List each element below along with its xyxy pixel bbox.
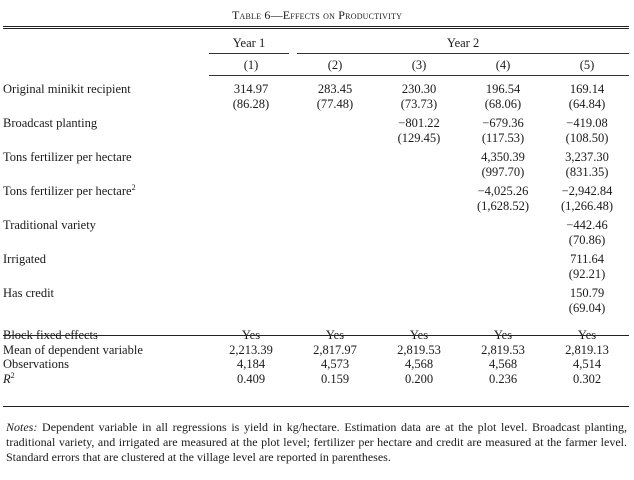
se-cell: (92.21)	[568, 266, 606, 281]
coef-cell	[293, 184, 377, 199]
row-label	[3, 343, 209, 358]
year1-header: Year 1	[209, 36, 293, 53]
row-label-text: Original minikit recipient	[3, 82, 131, 96]
coef-cell: 314.97	[233, 82, 269, 96]
row-label	[3, 184, 209, 199]
coef-cell: −4,025.26	[477, 184, 529, 198]
se-cell: (1,266.48)	[560, 198, 614, 213]
coef-cell: 196.54	[485, 82, 521, 96]
coef-cell	[377, 184, 461, 199]
stat-cell: 0.159	[320, 371, 350, 386]
se-cell: (117.53)	[481, 130, 525, 145]
row-label	[3, 116, 209, 131]
row-label-text: Block fixed effects	[3, 328, 98, 342]
spacer-row	[3, 315, 629, 328]
stat-cell: 0.302	[572, 371, 602, 386]
coef-cell: −419.08	[566, 116, 608, 130]
coef-cell	[461, 286, 545, 301]
row-label-text: Mean of dependent variable	[3, 342, 143, 357]
se-cell: (831.35)	[565, 164, 609, 179]
coef-cell: 150.79	[569, 286, 605, 300]
notes-text: Dependent variable in all regressions is yield in kg/hectare. Estimation data are at the plot level. Broadcast planting, traditional variety, and irrigated are measured at the plot level; fertilizer per hectare and credit are measured at the farmer level. Standard errors that are clustered at the village level are reported in parentheses.	[6, 420, 628, 464]
coef-cell	[209, 150, 293, 165]
column-number: (1)	[209, 58, 293, 76]
coef-cell	[293, 116, 377, 131]
coef-row	[3, 150, 629, 165]
row-label-text: Irrigated	[3, 252, 47, 266]
coef-cell	[377, 150, 461, 165]
stat-row	[3, 372, 629, 387]
se-row	[3, 267, 629, 282]
se-blank	[3, 165, 209, 180]
coef-cell	[293, 252, 377, 267]
se-cell	[209, 233, 293, 248]
se-cell	[377, 165, 461, 180]
superscript: 2	[131, 182, 136, 192]
se-cell	[209, 165, 293, 180]
se-cell: (86.28)	[232, 96, 270, 111]
coef-cell: −442.46	[566, 218, 608, 232]
bottom-rule	[3, 406, 629, 407]
top-rule-1	[3, 26, 629, 27]
se-cell: (73.73)	[400, 96, 438, 111]
row-label-text: Has credit	[3, 286, 55, 300]
stat-cell: 0.409	[236, 371, 266, 386]
se-blank	[3, 199, 209, 214]
se-cell	[377, 233, 461, 248]
se-row	[3, 131, 629, 146]
se-row	[3, 165, 629, 180]
se-cell	[293, 165, 377, 180]
se-cell	[461, 301, 545, 316]
header-blank	[3, 36, 209, 53]
se-cell	[293, 267, 377, 282]
regression-table	[3, 36, 629, 386]
coef-cell: 283.45	[317, 82, 353, 96]
se-cell	[293, 199, 377, 214]
row-label-text: Observations	[3, 357, 69, 371]
stat-cell: 0.200	[404, 371, 434, 386]
coef-cell: −2,942.84	[561, 184, 613, 198]
table-notes	[6, 420, 627, 465]
header-column-numbers	[3, 58, 629, 76]
coef-cell	[209, 252, 293, 267]
stat-cell: 2,213.39	[229, 342, 273, 357]
row-label-text: Broadcast planting	[3, 116, 98, 130]
se-cell	[461, 233, 545, 248]
coef-cell	[209, 286, 293, 301]
column-number: (3)	[377, 58, 461, 76]
se-cell	[209, 267, 293, 282]
coef-cell	[293, 150, 377, 165]
coef-cell	[377, 252, 461, 267]
stat-cell: Yes	[577, 328, 597, 342]
row-label	[3, 82, 209, 97]
notes-label: Notes:	[6, 420, 38, 434]
se-cell: (997.70)	[481, 164, 525, 179]
se-blank	[3, 131, 209, 146]
se-blank	[3, 267, 209, 282]
se-blank	[3, 97, 209, 112]
se-cell	[293, 233, 377, 248]
stat-cell: Yes	[493, 328, 513, 342]
se-blank	[3, 233, 209, 248]
mid-rule	[3, 335, 629, 336]
top-rule-2	[3, 28, 629, 29]
column-number: (5)	[545, 58, 629, 76]
se-row	[3, 199, 629, 214]
row-label-text: Traditional variety	[3, 218, 96, 232]
coef-row	[3, 184, 629, 199]
header-year-row	[3, 36, 629, 53]
se-row	[3, 301, 629, 316]
coef-row	[3, 116, 629, 131]
coef-cell	[293, 218, 377, 233]
se-cell	[461, 267, 545, 282]
stat-cell: 2,817.97	[313, 342, 357, 357]
row-label	[3, 252, 209, 267]
table-title: Table 6—Effects on Productivity	[231, 8, 403, 22]
coef-cell	[461, 218, 545, 233]
coef-cell: 4,350.39	[481, 150, 525, 164]
stat-cell: 2,819.13	[565, 342, 609, 357]
row-label-text: Tons fertilizer per hectare	[3, 184, 132, 198]
se-cell: (77.48)	[316, 96, 354, 111]
stat-row	[3, 343, 629, 358]
coef-cell: 3,237.30	[565, 150, 609, 164]
coef-cell: 169.14	[569, 82, 605, 96]
se-cell	[293, 131, 377, 146]
se-cell: (69.04)	[568, 300, 606, 315]
se-row	[3, 97, 629, 112]
stat-cell: 4,184	[236, 357, 266, 371]
se-cell: (1,628.52)	[476, 198, 530, 213]
stat-cell: 2,819.53	[481, 342, 525, 357]
year2-header: Year 2	[293, 36, 629, 53]
se-cell: (129.45)	[397, 130, 441, 145]
row-label-text: Tons fertilizer per hectare	[3, 150, 132, 164]
se-cell	[209, 301, 293, 316]
se-cell	[209, 131, 293, 146]
coef-cell: 711.64	[570, 252, 604, 266]
spacer-cell	[3, 315, 629, 328]
stat-cell: 4,573	[320, 357, 350, 371]
se-cell: (64.84)	[568, 96, 606, 111]
coef-row	[3, 286, 629, 301]
se-cell: (70.86)	[568, 232, 606, 247]
coef-cell	[293, 286, 377, 301]
coef-cell	[377, 218, 461, 233]
row-label	[3, 218, 209, 233]
se-cell: (68.06)	[484, 96, 522, 111]
coef-cell: 230.30	[401, 82, 437, 96]
coef-row	[3, 252, 629, 267]
coef-cell	[461, 252, 545, 267]
coef-cell	[209, 184, 293, 199]
coef-cell: −801.22	[398, 116, 440, 130]
coef-cell	[209, 116, 293, 131]
se-cell	[377, 301, 461, 316]
stat-cell: 4,568	[404, 357, 434, 371]
stat-cell: Yes	[409, 328, 429, 342]
se-cell	[377, 267, 461, 282]
stat-row	[3, 357, 629, 372]
row-label-text: R	[3, 371, 11, 386]
superscript: 2	[10, 370, 15, 380]
coef-cell	[209, 218, 293, 233]
row-label	[3, 286, 209, 301]
row-label	[3, 357, 209, 372]
stat-cell: 4,514	[572, 357, 602, 371]
stat-cell: Yes	[325, 328, 345, 342]
se-cell: (108.50)	[565, 130, 609, 145]
stat-cell: 0.236	[488, 371, 518, 386]
column-number: (2)	[293, 58, 377, 76]
row-label	[3, 372, 209, 387]
header-blank	[3, 58, 209, 76]
stat-cell: 4,568	[488, 357, 518, 371]
se-blank	[3, 301, 209, 316]
coef-row	[3, 218, 629, 233]
stat-cell: 2,819.53	[397, 342, 441, 357]
se-row	[3, 233, 629, 248]
stat-cell: Yes	[241, 328, 261, 342]
coef-cell	[377, 286, 461, 301]
coef-row	[3, 82, 629, 97]
se-cell	[293, 301, 377, 316]
row-label	[3, 150, 209, 165]
coef-cell: −679.36	[482, 116, 524, 130]
column-number: (4)	[461, 58, 545, 76]
se-cell	[209, 199, 293, 214]
se-cell	[377, 199, 461, 214]
